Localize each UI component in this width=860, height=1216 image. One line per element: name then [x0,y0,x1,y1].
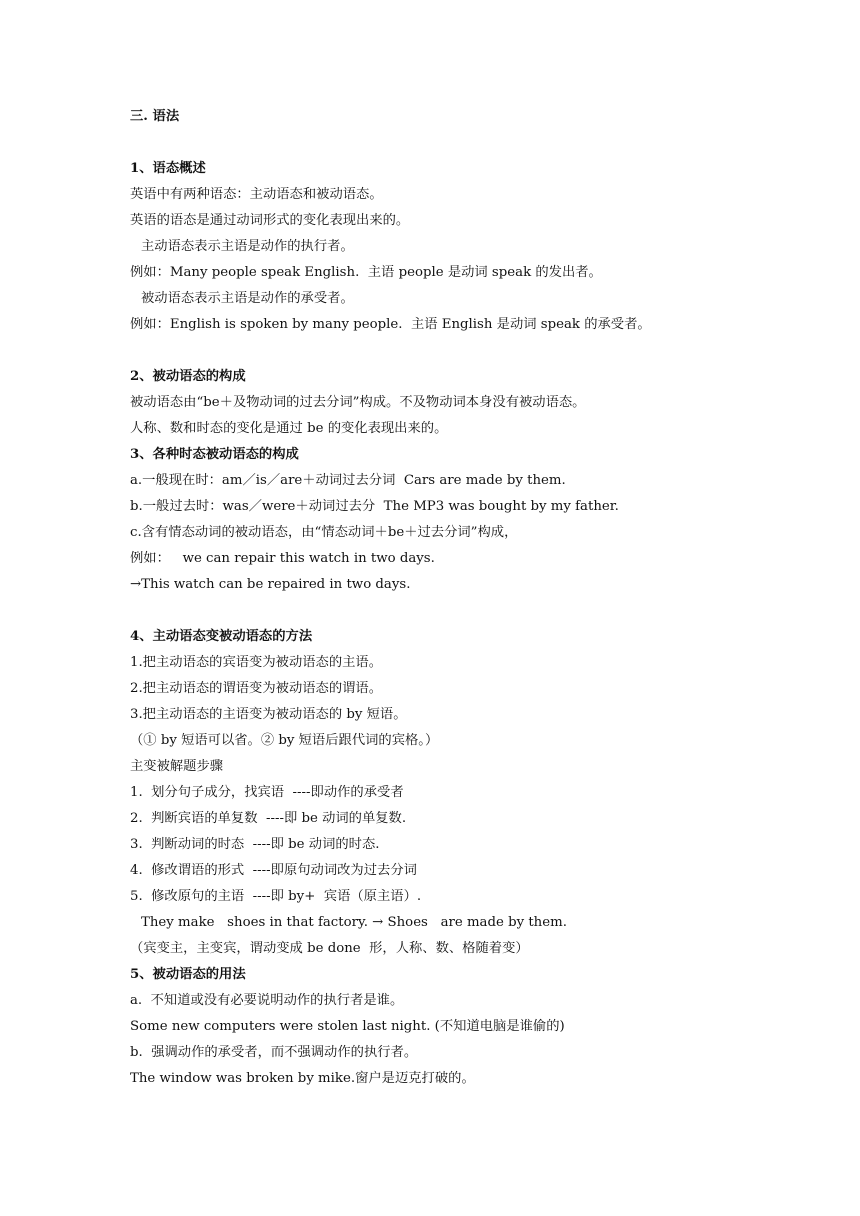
heading-tense-passive: 3、各种时态被动语态的构成 [130,447,299,462]
paragraph-line: （宾变主，主变宾，谓动变成 be done 形，人称、数、格随着变） [130,941,529,956]
heading-passive-construction: 2、被动语态的构成 [130,369,246,384]
paragraph-line: The window was broken by mike.窗户是迈克打破的。 [130,1071,475,1086]
paragraph-line: 1. 划分句子成分，找宾语 ----即动作的承受者 [130,785,404,800]
paragraph-line: 主动语态表示主语是动作的执行者。 [141,239,354,254]
paragraph-line: 2.把主动语态的谓语变为被动语态的谓语。 [130,681,383,696]
paragraph-line: 英语的语态是通过动词形式的变化表现出来的。 [130,213,410,228]
paragraph-line: a. 不知道或没有必要说明动作的执行者是谁。 [130,993,404,1008]
paragraph-line: 5. 修改原句的主语 ----即 by+ 宾语（原主语）. [130,889,422,904]
paragraph-line: b. 强调动作的承受者，而不强调动作的执行者。 [130,1045,418,1060]
paragraph-line: 例如： we can repair this watch in two days. [130,551,435,566]
paragraph-line: 1.把主动语态的宾语变为被动语态的主语。 [130,655,383,670]
paragraph-line: 3. 判断动词的时态 ----即 be 动词的时态. [130,837,380,852]
paragraph-line: 3.把主动语态的主语变为被动语态的 by 短语。 [130,707,407,722]
paragraph-line: Some new computers were stolen last night. (不知道电脑是谁偷的) [130,1019,565,1034]
paragraph-line: 主变被解题步骤 [130,759,224,774]
heading-active-to-passive: 4、主动语态变被动语态的方法 [130,629,313,644]
paragraph-line: a.一般现在时：am／is／are＋动词过去分词 Cars are made by them. [130,473,566,488]
heading-voice-overview: 1、语态概述 [130,161,206,176]
paragraph-line: 英语中有两种语态：主动语态和被动语态。 [130,187,383,202]
paragraph-line: 例如：Many people speak English. 主语 people 是动词 speak 的发出者。 [130,265,602,280]
paragraph-line: 被动语态表示主语是动作的承受者。 [141,291,354,306]
paragraph-line: 人称、数和时态的变化是通过 be 的变化表现出来的。 [130,421,448,436]
paragraph-line: They make shoes in that factory. → Shoes are made by them. [141,915,567,930]
paragraph-line: c.含有情态动词的被动语态，由“情态动词＋be＋过去分词”构成， [130,525,518,540]
section-title: 三. 语法 [130,109,180,124]
paragraph-line: b.一般过去时：was／were＋动词过去分 The MP3 was bought by my father. [130,499,619,514]
paragraph-line: 例如：English is spoken by many people. 主语 English 是动词 speak 的承受者。 [130,317,651,332]
paragraph-line: 2. 判断宾语的单复数 ----即 be 动词的单复数. [130,811,407,826]
paragraph-line: （① by 短语可以省。② by 短语后跟代词的宾格。） [130,733,439,748]
heading-passive-usage: 5、被动语态的用法 [130,967,246,982]
paragraph-line: 被动语态由“be＋及物动词的过去分词”构成。不及物动词本身没有被动语态。 [130,395,586,410]
paragraph-line: →This watch can be repaired in two days. [130,577,411,592]
paragraph-line: 4. 修改谓语的形式 ----即原句动词改为过去分词 [130,863,417,878]
